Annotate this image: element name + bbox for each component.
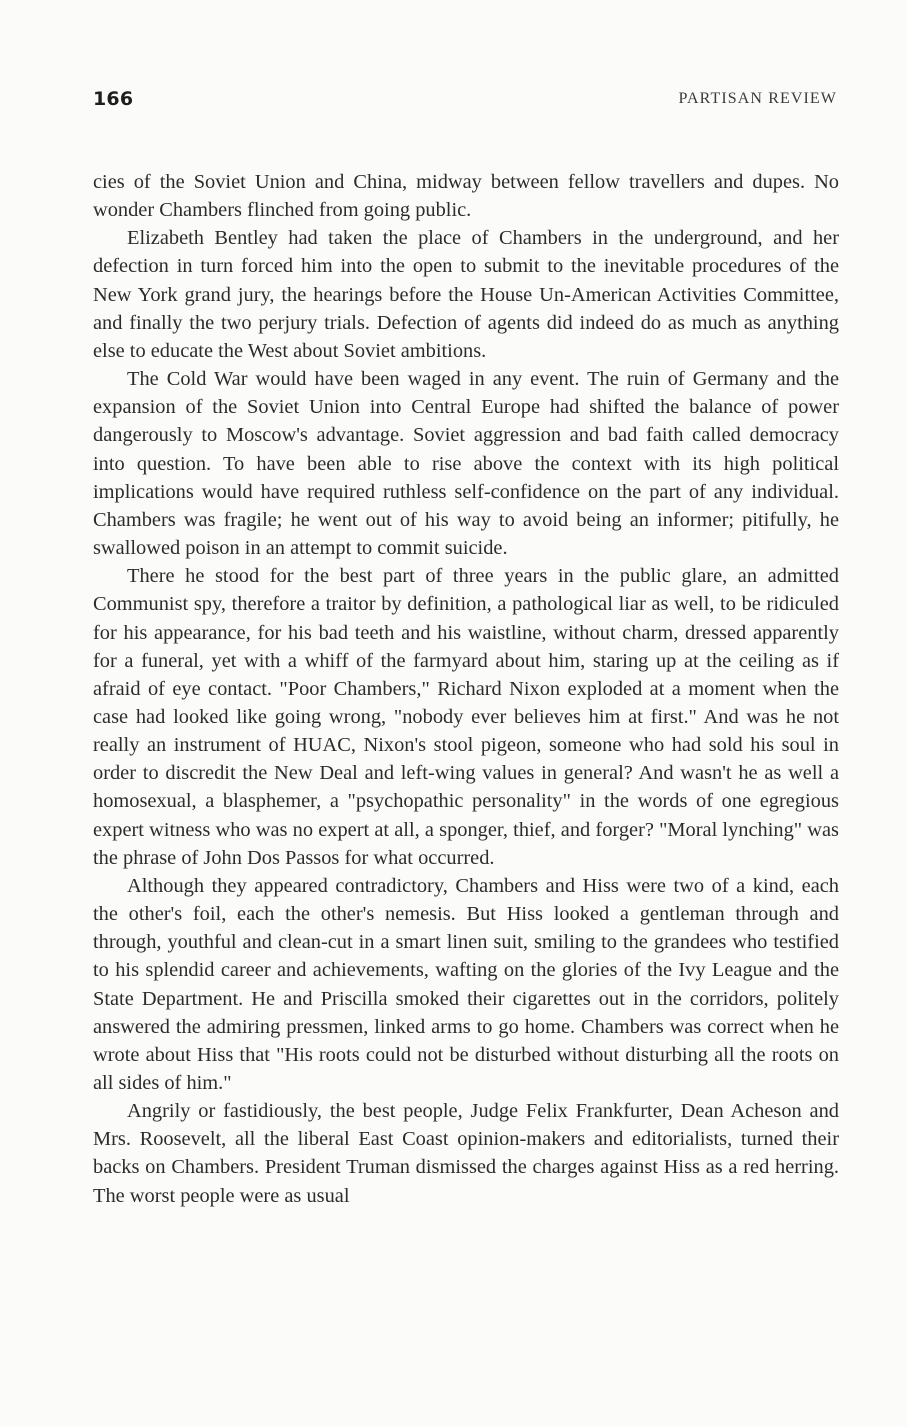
paragraph: Elizabeth Bentley had taken the place of Chambers in the underground, and her defection in turn forced him into the open to submit to the inevitable procedures of the New York grand jury, the hearings before the House Un-American Activities Committee, and finally the two perjury trials. Defection of agents did indeed do as much as anything else to educate the West about Soviet ambitions. — [93, 227, 839, 362]
page-number: 166 — [93, 88, 134, 110]
paragraph: Although they appeared contradictory, Chambers and Hiss were two of a kind, each the other's foil, each the other's nemesis. But Hiss looked a gentleman through and through, youthful and clean-cut in a smart linen suit, smiling to the grandees who testified to his splendid career and achievements, wafting on the glories of the Ivy League and the State Department. He and Priscilla smoked their cigarettes out in the corridors, politely answered the admiring pressmen, linked arms to go home. Chambers was correct when he wrote about Hiss that "His roots could not be disturbed without disturbing all the roots on all sides of him." — [93, 874, 839, 1094]
paragraph: cies of the Soviet Union and China, midway between fellow travellers and dupes. No wonder Chambers flinched from going public. — [93, 171, 839, 222]
page-header — [93, 88, 837, 116]
paragraph: Angrily or fastidiously, the best people, Judge Felix Frankfurter, Dean Acheson and Mrs. Roosevelt, all the liberal East Coast opinion-makers and editorialists, turned their backs on Chambers. President Truman dismissed the charges against Hiss as a red herring. The worst people were as usual — [93, 1100, 839, 1207]
paragraph: The Cold War would have been waged in any event. The ruin of Germany and the expansion of the Soviet Union into Central Europe had shifted the balance of power dangerously to Moscow's advantage. Soviet aggression and bad faith called democracy into question. To have been able to rise above the context with its high political implications would have required ruthless self-confidence on the part of any individual. Chambers was fragile; he went out of his way to avoid being an informer; pitifully, he swallowed poison in an attempt to commit suicide. — [93, 368, 839, 560]
paragraph: There he stood for the best part of three years in the public glare, an admitted Communist spy, therefore a traitor by definition, a pathological liar as well, to be ridiculed for his appearance, for his bad teeth and his waistline, without charm, dressed apparently for a funeral, yet with a whiff of the farmyard about him, staring up at the ceiling as if afraid of eye contact. "Poor Chambers," Richard Nixon exploded at a moment when the case had looked like going wrong, "nobody ever believes him at first." And was he not really an instrument of HUAC, Nixon's stool pigeon, someone who had sold his soul in order to discredit the New Deal and left-wing values in general? And wasn't he as well a homosexual, a blasphemer, a "psychopathic personality" in the words of one egregious expert witness who was no expert at all, a sponger, thief, and forger? "Moral lynching" was the phrase of John Dos Passos for what occurred. — [93, 565, 839, 869]
running-head: PARTISAN REVIEW — [678, 90, 837, 107]
body-text — [93, 168, 839, 1210]
